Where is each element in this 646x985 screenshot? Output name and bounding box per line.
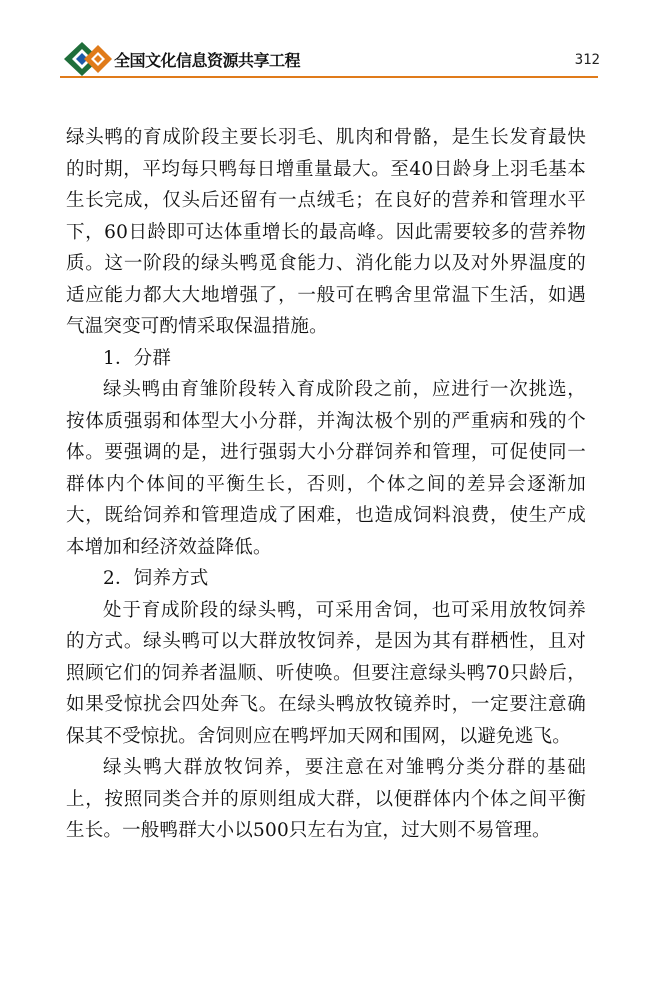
section-heading-grouping: 1．分群 (103, 347, 172, 369)
header-title: 全国文化信息资源共享工程 (114, 51, 301, 70)
section-heading-feeding-method: 2．饲养方式 (103, 568, 209, 589)
header-divider (60, 76, 598, 78)
body-paragraph: 绿头鸭大群放牧饲养，要注意在对雏鸭分类分群的基础上，按照同类合并的原则组成大群，以便群体内个体之间平衡生长。一般鸭群大小以500只左右为宜，过大则不易管理。 (66, 757, 586, 841)
body-paragraph: 绿头鸭由育雏阶段转入育成阶段之前，应进行一次挑选，按体质强弱和体型大小分群，并淘汰极个别的严重病和残的个体。要强调的是，进行强弱大小分群饲养和管理，可促使同一群体内个体间的平衡生长，否则，个体之间的差异会逐渐加大，既给饲养和管理造成了困难，也造成饲料浪费，使生产成本增加和经济效益降低。 (66, 379, 586, 558)
diamond-logo-icon (62, 40, 114, 78)
page-body (66, 122, 586, 847)
page-header (0, 0, 646, 80)
page-number: 312 (574, 52, 600, 68)
body-paragraph: 绿头鸭的育成阶段主要长羽毛、肌肉和骨骼，是生长发育最快的时期，平均每只鸭每日增重量最大。至40日龄身上羽毛基本生长完成，仅头后还留有一点绒毛；在良好的营养和管理水平下，60日龄即可达体重增长的最高峰。因此需要较多的营养物质。这一阶段的绿头鸭觅食能力、消化能力以及对外界温度的适应能力都大大地增强了，一般可在鸭舍里常温下生活，如遇气温突变可酌情采取保温措施。 (66, 127, 586, 337)
body-paragraph: 处于育成阶段的绿头鸭，可采用舍饲，也可采用放牧饲养的方式。绿头鸭可以大群放牧饲养，是因为其有群栖性，且对照顾它们的饲养者温顺、听使唤。但要注意绿头鸭70只龄后，如果受惊扰会四处奔飞。在绿头鸭放牧镜养时，一定要注意确保其不受惊扰。舍饲则应在鸭坪加天网和围网，以避免逃飞。 (66, 599, 586, 747)
